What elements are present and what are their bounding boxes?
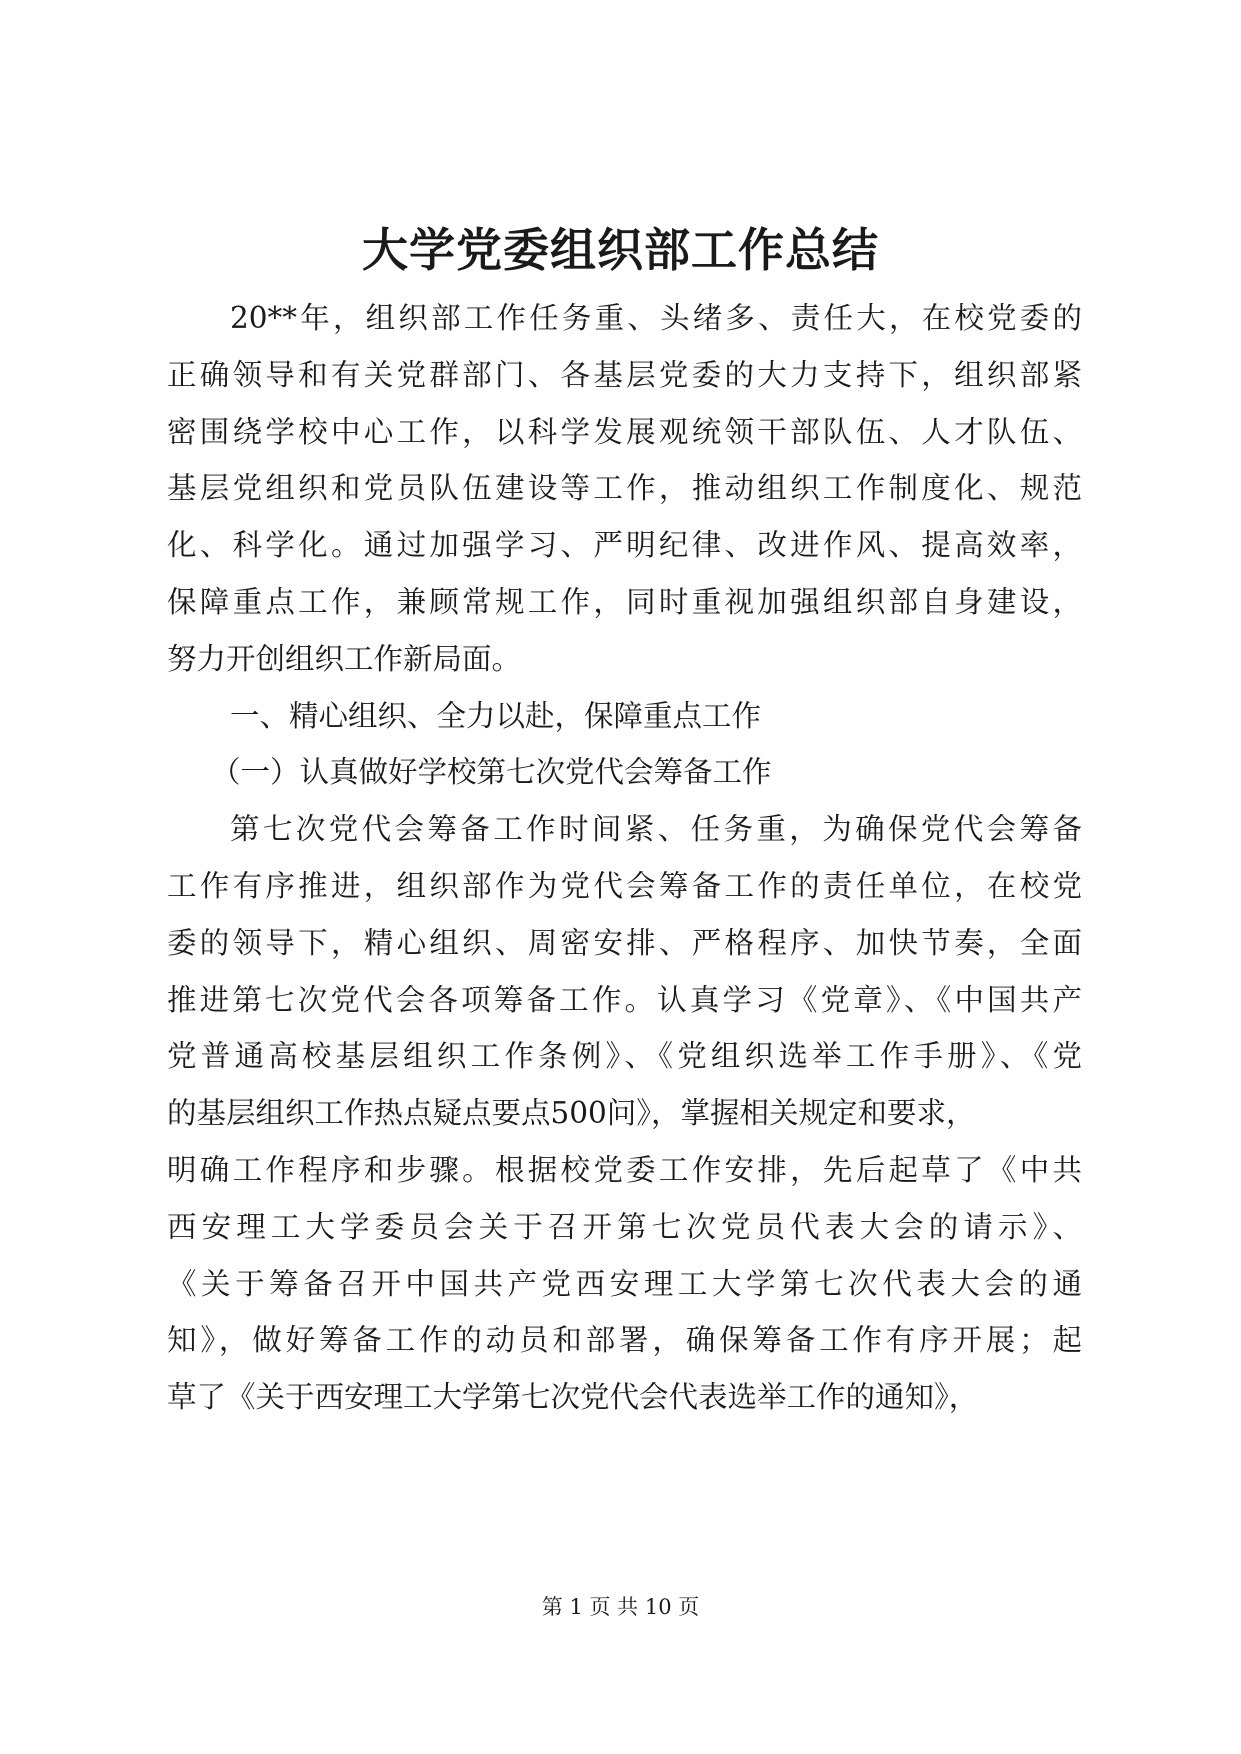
body-line: 化、科学化。通过加强学习、严明纪律、改进作风、提高效率， (167, 528, 1082, 563)
page-title: 大学党委组织部工作总结 (362, 223, 879, 277)
body-line: 20**年，组织部工作任务重、头绪多、责任大，在校党委的 (230, 301, 1082, 335)
body-line: 保障重点工作，兼顾常规工作，同时重视加强组织部自身建设， (167, 584, 1082, 619)
body-line: 努力开创组织工作新局面。 (167, 641, 522, 676)
body-line: 基层党组织和党员队伍建设等工作，推动组织工作制度化、规范 (167, 471, 1082, 506)
body-line: 西安理工大学委员会关于召开第七次党员代表大会的请示》、 (167, 1209, 1082, 1244)
body-line: 草了《关于西安理工大学第七次党代会代表选举工作的通知》， (167, 1380, 979, 1415)
body-line: 委的领导下，精心组织、周密安排、严格程序、加快节奏，全面 (167, 925, 1082, 960)
subsection-heading: （一）认真做好学校第七次党代会筹备工作 (211, 755, 772, 790)
section-heading: 一、精心组织、全力以赴，保障重点工作 (230, 698, 762, 733)
page-number-footer: 第 1 页 共 10 页 (541, 1595, 700, 1619)
body-line: 党普通高校基层组织工作条例》、《党组织选举工作手册》、《党 (167, 1039, 1082, 1074)
body-line: 密围绕学校中心工作，以科学发展观统领干部队伍、人才队伍、 (167, 414, 1082, 449)
body-line: 工作有序推进，组织部作为党代会筹备工作的责任单位，在校党 (167, 868, 1082, 903)
document-body (167, 290, 1082, 1426)
body-line: 明确工作程序和步骤。根据校党委工作安排，先后起草了《中共 (167, 1152, 1082, 1187)
body-line: 的基层组织工作热点疑点要点500问》，掌握相关规定和要求， (167, 1096, 976, 1131)
body-line: 推进第七次党代会各项筹备工作。认真学习《党章》、《中国共产 (167, 982, 1082, 1017)
body-line: 第七次党代会筹备工作时间紧、任务重，为确保党代会筹备 (230, 812, 1082, 847)
body-line: 正确领导和有关党群部门、各基层党委的大力支持下，组织部紧 (167, 357, 1082, 392)
body-line: 知》，做好筹备工作的动员和部署，确保筹备工作有序开展；起 (167, 1323, 1082, 1358)
body-line: 《关于筹备召开中国共产党西安理工大学第七次代表大会的通 (167, 1266, 1082, 1301)
